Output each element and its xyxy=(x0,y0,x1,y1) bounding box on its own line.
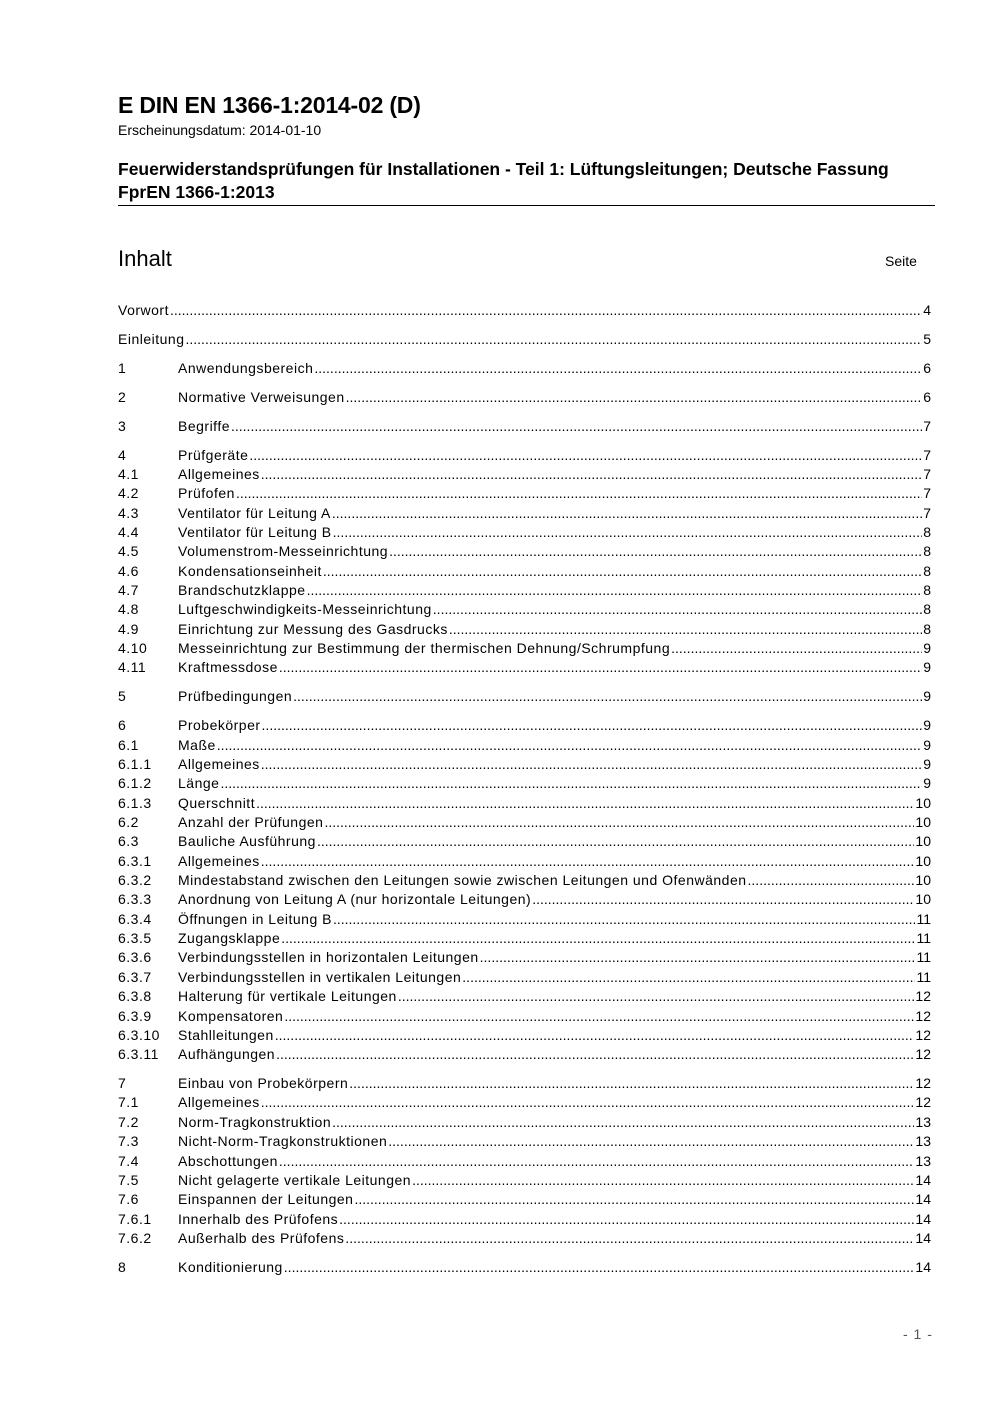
toc-entry-page: 9 xyxy=(923,688,931,705)
toc-entry[interactable] xyxy=(118,890,931,909)
toc-entry-number: 6.3 xyxy=(118,833,139,850)
toc-entry-title: Prüfbedingungen xyxy=(178,688,293,705)
toc-dot-leader xyxy=(170,301,922,320)
toc-entry-page: 6 xyxy=(923,359,931,376)
toc-entry[interactable] xyxy=(118,1132,931,1151)
toc-entry-page: 8 xyxy=(923,582,931,599)
toc-dot-leader xyxy=(236,484,922,503)
toc-entry-title: Einleitung xyxy=(118,330,185,347)
toc-dot-leader xyxy=(333,910,915,929)
toc-entry-page: 8 xyxy=(923,562,931,579)
toc-entry-title: Vorwort xyxy=(118,302,169,318)
toc-entry[interactable] xyxy=(118,1045,931,1064)
toc-entry-page: 11 xyxy=(916,930,931,947)
toc-entry-title: Anwendungsbereich xyxy=(178,359,314,376)
toc-entry-page: 13 xyxy=(915,1152,931,1169)
toc-entry-number: 6.3.5 xyxy=(118,930,152,947)
toc-dot-leader xyxy=(412,1171,914,1190)
toc-entry[interactable] xyxy=(118,1171,931,1190)
toc-entry[interactable] xyxy=(118,1026,931,1045)
toc-dot-leader xyxy=(275,1026,915,1045)
toc-entry[interactable] xyxy=(118,620,931,639)
toc-entry-number: 6.3.4 xyxy=(118,910,152,927)
toc-entry-title: Innerhalb des Prüfofens xyxy=(178,1210,339,1227)
toc-entry[interactable] xyxy=(118,581,931,600)
toc-entry[interactable] xyxy=(118,388,931,407)
toc-entry[interactable] xyxy=(118,794,931,813)
toc-entry-page: 8 xyxy=(923,620,931,637)
toc-entry-number: 7.6.2 xyxy=(118,1229,152,1246)
toc-entry-number: 5 xyxy=(118,688,127,705)
toc-entry[interactable] xyxy=(118,910,931,929)
publication-date: Erscheinungsdatum: 2014-01-10 xyxy=(118,122,322,138)
toc-entry-page: 6 xyxy=(923,388,931,405)
toc-dot-leader xyxy=(261,852,915,871)
toc-dot-leader xyxy=(262,716,923,735)
toc-entry-title: Querschnitt xyxy=(178,794,256,811)
toc-entry-number: 6.1.2 xyxy=(118,775,152,792)
toc-entry-title: Kompensatoren xyxy=(178,1007,284,1024)
toc-entry-page: 13 xyxy=(915,1133,931,1150)
toc-entry-page: 14 xyxy=(915,1210,931,1227)
toc-entry-page: 5 xyxy=(923,330,931,347)
toc-dot-leader xyxy=(284,1007,914,1026)
toc-entry[interactable] xyxy=(118,1258,931,1277)
toc-entry-page: 9 xyxy=(923,640,931,657)
toc-entry-page: 4 xyxy=(923,302,931,318)
toc-dot-leader xyxy=(748,871,915,890)
toc-dot-leader xyxy=(220,774,922,793)
toc-dot-leader xyxy=(279,1152,915,1171)
toc-entry-title: Prüfofen xyxy=(178,485,235,502)
toc-entry[interactable] xyxy=(118,968,931,987)
toc-entry[interactable] xyxy=(118,1152,931,1171)
toc-entry-number: 4.1 xyxy=(118,466,139,483)
toc-entry-number: 6.3.7 xyxy=(118,968,152,985)
toc-entry-page: 9 xyxy=(923,775,931,792)
toc-entry-page: 12 xyxy=(915,1075,931,1092)
toc-entry-title: Kraftmessdose xyxy=(178,659,278,676)
toc-entry[interactable] xyxy=(118,716,931,735)
toc-entry-title: Probekörper xyxy=(178,717,261,734)
toc-entry-number: 6.3.10 xyxy=(118,1026,160,1043)
toc-entry-title: Einrichtung zur Messung des Gasdrucks xyxy=(178,620,448,637)
toc-entry-page: 7 xyxy=(923,504,931,521)
toc-entry-number: 4 xyxy=(118,446,127,463)
toc-entry[interactable] xyxy=(118,1190,931,1209)
toc-entry-number: 7.1 xyxy=(118,1094,139,1111)
toc-entry-title: Allgemeines xyxy=(178,756,260,773)
toc-entry-title: Allgemeines xyxy=(178,852,260,869)
toc-entry-number: 7.2 xyxy=(118,1113,139,1130)
toc-entry-title: Stahlleitungen xyxy=(178,1026,274,1043)
toc-entry-title: Konditionierung xyxy=(178,1258,283,1275)
toc-entry-title: Norm-Tragkonstruktion xyxy=(178,1113,332,1130)
toc-entry[interactable] xyxy=(118,484,931,503)
toc-entry[interactable] xyxy=(118,523,931,542)
toc-entry-title: Aufhängungen xyxy=(178,1046,276,1063)
toc-entry-page: 8 xyxy=(923,543,931,560)
toc-entry-page: 14 xyxy=(915,1258,931,1275)
toc-entry[interactable] xyxy=(118,852,931,871)
toc-entry-page: 7 xyxy=(923,485,931,502)
toc-entry-number: 6.3.3 xyxy=(118,891,152,908)
toc-entry-title: Brandschutzklappe xyxy=(178,582,306,599)
toc-entry-page: 10 xyxy=(915,814,931,831)
toc-dot-leader xyxy=(284,1258,915,1277)
toc-entry[interactable] xyxy=(118,658,931,677)
toc-entry-number: 4.10 xyxy=(118,640,148,657)
toc-entry-number: 7.6.1 xyxy=(118,1210,152,1227)
toc-entry[interactable] xyxy=(118,871,931,890)
toc-entry[interactable] xyxy=(118,542,931,561)
toc-entry-number: 6.3.8 xyxy=(118,988,152,1005)
toc-entry-page: 10 xyxy=(915,833,931,850)
toc-dot-leader xyxy=(276,1045,914,1064)
toc-entry-title: Anordnung von Leitung A (nur horizontale Leitungen) xyxy=(178,891,532,908)
toc-entry-title: Außerhalb des Prüfofens xyxy=(178,1229,345,1246)
toc-entry-number: 4.11 xyxy=(118,659,147,676)
toc-entry[interactable] xyxy=(118,1210,931,1229)
toc-entry-page: 11 xyxy=(916,949,931,966)
toc-entry-number: 6.3.1 xyxy=(118,852,152,869)
toc-entry-title: Verbindungsstellen in horizontalen Leitungen xyxy=(178,949,479,966)
toc-entry[interactable] xyxy=(118,301,931,320)
toc-entry-page: 11 xyxy=(916,968,931,985)
toc-dot-leader xyxy=(249,446,922,465)
toc-entry-title: Einspannen der Leitungen xyxy=(178,1191,354,1208)
toc-dot-leader xyxy=(231,417,922,436)
toc-entry[interactable] xyxy=(118,813,931,832)
toc-entry-title: Öffnungen in Leitung B xyxy=(178,910,332,927)
toc-entry[interactable] xyxy=(118,1093,931,1112)
page-number: - 1 - xyxy=(903,1326,933,1342)
toc-dot-leader xyxy=(261,1093,915,1112)
toc-entry-title: Nicht gelagerte vertikale Leitungen xyxy=(178,1171,412,1188)
toc-entry-number: 4.8 xyxy=(118,601,139,618)
toc-entry-page: 14 xyxy=(915,1191,931,1208)
toc-dot-leader xyxy=(261,755,922,774)
toc-entry-page: 12 xyxy=(915,1046,931,1063)
toc-entry[interactable] xyxy=(118,639,931,658)
table-of-contents xyxy=(118,301,931,1277)
toc-entry[interactable] xyxy=(118,1113,931,1132)
toc-dot-leader xyxy=(532,890,914,909)
toc-entry-number: 6.3.9 xyxy=(118,1007,152,1024)
toc-dot-leader xyxy=(480,948,916,967)
toc-dot-leader xyxy=(279,658,922,677)
title-divider xyxy=(118,205,935,206)
toc-entry[interactable] xyxy=(118,562,931,581)
toc-entry[interactable] xyxy=(118,465,931,484)
toc-entry-number: 1 xyxy=(118,359,127,376)
toc-entry-page: 12 xyxy=(915,1007,931,1024)
toc-entry[interactable] xyxy=(118,929,931,948)
toc-entry-number: 4.5 xyxy=(118,543,139,560)
toc-dot-leader xyxy=(389,542,922,561)
toc-entry-number: 6.2 xyxy=(118,814,139,831)
toc-entry-number: 7.6 xyxy=(118,1191,139,1208)
toc-dot-leader xyxy=(317,832,914,851)
toc-dot-leader xyxy=(314,359,922,378)
toc-dot-leader xyxy=(332,1113,914,1132)
toc-entry-number: 6.1.1 xyxy=(118,756,152,773)
toc-dot-leader xyxy=(398,987,915,1006)
toc-entry-page: 10 xyxy=(915,794,931,811)
toc-entry-number: 6.3.11 xyxy=(118,1046,159,1063)
toc-entry-page: 8 xyxy=(923,601,931,618)
toc-entry-title: Ventilator für Leitung B xyxy=(178,524,332,541)
toc-entry[interactable] xyxy=(118,359,931,378)
toc-dot-leader xyxy=(433,600,922,619)
toc-entry-number: 8 xyxy=(118,1258,127,1275)
toc-entry-number: 4.9 xyxy=(118,620,139,637)
toc-dot-leader xyxy=(323,562,922,581)
toc-entry[interactable] xyxy=(118,736,931,755)
toc-entry-title: Länge xyxy=(178,775,220,792)
toc-entry-page: 11 xyxy=(916,910,931,927)
toc-entry-title: Abschottungen xyxy=(178,1152,278,1169)
toc-entry-number: 7.5 xyxy=(118,1171,139,1188)
toc-entry-page: 12 xyxy=(915,1026,931,1043)
toc-entry[interactable] xyxy=(118,504,931,523)
toc-entry[interactable] xyxy=(118,687,931,706)
toc-dot-leader xyxy=(339,1210,914,1229)
toc-entry-title: Einbau von Probekörpern xyxy=(178,1075,349,1092)
toc-entry-number: 6.1 xyxy=(118,736,139,753)
toc-entry-page: 7 xyxy=(923,446,931,463)
toc-dot-leader xyxy=(186,330,923,349)
toc-entry-page: 12 xyxy=(915,1094,931,1111)
toc-entry-page: 7 xyxy=(923,417,931,434)
toc-entry-page: 8 xyxy=(923,524,931,541)
toc-entry-number: 7.3 xyxy=(118,1133,139,1150)
toc-dot-leader xyxy=(261,465,922,484)
toc-entry-title: Halterung für vertikale Leitungen xyxy=(178,988,397,1005)
toc-entry-page: 13 xyxy=(915,1113,931,1130)
page-column-label: Seite xyxy=(885,253,917,269)
toc-dot-leader xyxy=(671,639,922,658)
document-title: Feuerwiderstandsprüfungen für Installationen - Teil 1: Lüftungsleitungen; Deutsche Fassung FprEN 1366-1:2013 xyxy=(118,159,889,202)
document-id: E DIN EN 1366-1:2014-02 (D) xyxy=(118,92,421,118)
toc-entry[interactable] xyxy=(118,1229,931,1248)
toc-entry-number: 4.4 xyxy=(118,524,139,541)
toc-entry[interactable] xyxy=(118,1007,931,1026)
toc-entry-page: 9 xyxy=(923,756,931,773)
toc-dot-leader xyxy=(256,794,914,813)
toc-entry-page: 10 xyxy=(915,891,931,908)
toc-entry-number: 6 xyxy=(118,717,127,734)
toc-entry-number: 6.3.6 xyxy=(118,949,152,966)
toc-entry-title: Verbindungsstellen in vertikalen Leitungen xyxy=(178,968,462,985)
toc-entry[interactable] xyxy=(118,446,931,465)
toc-entry[interactable] xyxy=(118,987,931,1006)
toc-entry-title: Maße xyxy=(178,736,216,753)
toc-entry-title: Bauliche Ausführung xyxy=(178,833,316,850)
toc-entry[interactable] xyxy=(118,417,931,436)
toc-entry-number: 7 xyxy=(118,1075,127,1092)
toc-entry-title: Allgemeines xyxy=(178,466,260,483)
toc-entry-title: Volumenstrom-Messeinrichtung xyxy=(178,543,389,560)
toc-entry-title: Prüfgeräte xyxy=(178,446,249,463)
toc-entry-page: 9 xyxy=(923,659,931,676)
toc-entry-title: Luftgeschwindigkeits-Messeinrichtung xyxy=(178,601,432,618)
toc-entry[interactable] xyxy=(118,330,931,349)
toc-entry-page: 10 xyxy=(915,852,931,869)
toc-entry-title: Anzahl der Prüfungen xyxy=(178,814,324,831)
toc-dot-leader xyxy=(293,687,922,706)
toc-entry-page: 9 xyxy=(923,736,931,753)
toc-dot-leader xyxy=(281,929,915,948)
toc-entry-number: 4.6 xyxy=(118,562,139,579)
toc-dot-leader xyxy=(324,813,914,832)
toc-entry-number: 3 xyxy=(118,417,127,434)
toc-entry[interactable] xyxy=(118,774,931,793)
toc-heading: Inhalt xyxy=(118,246,172,271)
toc-entry-number: 4.2 xyxy=(118,485,139,502)
toc-entry-title: Normative Verweisungen xyxy=(178,388,345,405)
toc-entry-title: Begriffe xyxy=(178,417,230,434)
toc-entry-number: 4.3 xyxy=(118,504,139,521)
toc-dot-leader xyxy=(332,504,922,523)
toc-entry-page: 12 xyxy=(915,988,931,1005)
toc-dot-leader xyxy=(354,1190,914,1209)
toc-dot-leader xyxy=(346,388,923,407)
toc-entry[interactable] xyxy=(118,1074,931,1093)
toc-entry-title: Nicht-Norm-Tragkonstruktionen xyxy=(178,1133,388,1150)
toc-entry-title: Mindestabstand zwischen den Leitungen sowie zwischen Leitungen und Ofenwänden xyxy=(178,872,747,889)
toc-entry-page: 7 xyxy=(923,466,931,483)
toc-dot-leader xyxy=(307,581,923,600)
toc-entry-number: 7.4 xyxy=(118,1152,139,1169)
toc-dot-leader xyxy=(462,968,915,987)
toc-entry-page: 14 xyxy=(915,1229,931,1246)
toc-dot-leader xyxy=(345,1229,914,1248)
toc-dot-leader xyxy=(217,736,922,755)
toc-entry-page: 14 xyxy=(915,1171,931,1188)
toc-entry-title: Zugangsklappe xyxy=(178,930,281,947)
toc-entry-title: Ventilator für Leitung A xyxy=(178,504,331,521)
toc-entry-number: 6.1.3 xyxy=(118,794,152,811)
toc-entry-title: Kondensationseinheit xyxy=(178,562,322,579)
toc-entry-page: 10 xyxy=(915,872,931,889)
toc-entry-title: Messeinrichtung zur Bestimmung der thermischen Dehnung/Schrumpfung xyxy=(178,640,671,657)
toc-dot-leader xyxy=(449,620,922,639)
toc-entry-page: 9 xyxy=(923,717,931,734)
toc-entry-number: 2 xyxy=(118,388,127,405)
toc-dot-leader xyxy=(388,1132,914,1151)
toc-entry[interactable] xyxy=(118,948,931,967)
toc-entry-title: Allgemeines xyxy=(178,1094,260,1111)
toc-dot-leader xyxy=(333,523,923,542)
toc-entry[interactable] xyxy=(118,832,931,851)
toc-entry-number: 6.3.2 xyxy=(118,872,152,889)
toc-entry-number: 4.7 xyxy=(118,582,139,599)
toc-dot-leader xyxy=(349,1074,914,1093)
toc-entry[interactable] xyxy=(118,755,931,774)
toc-entry[interactable] xyxy=(118,600,931,619)
